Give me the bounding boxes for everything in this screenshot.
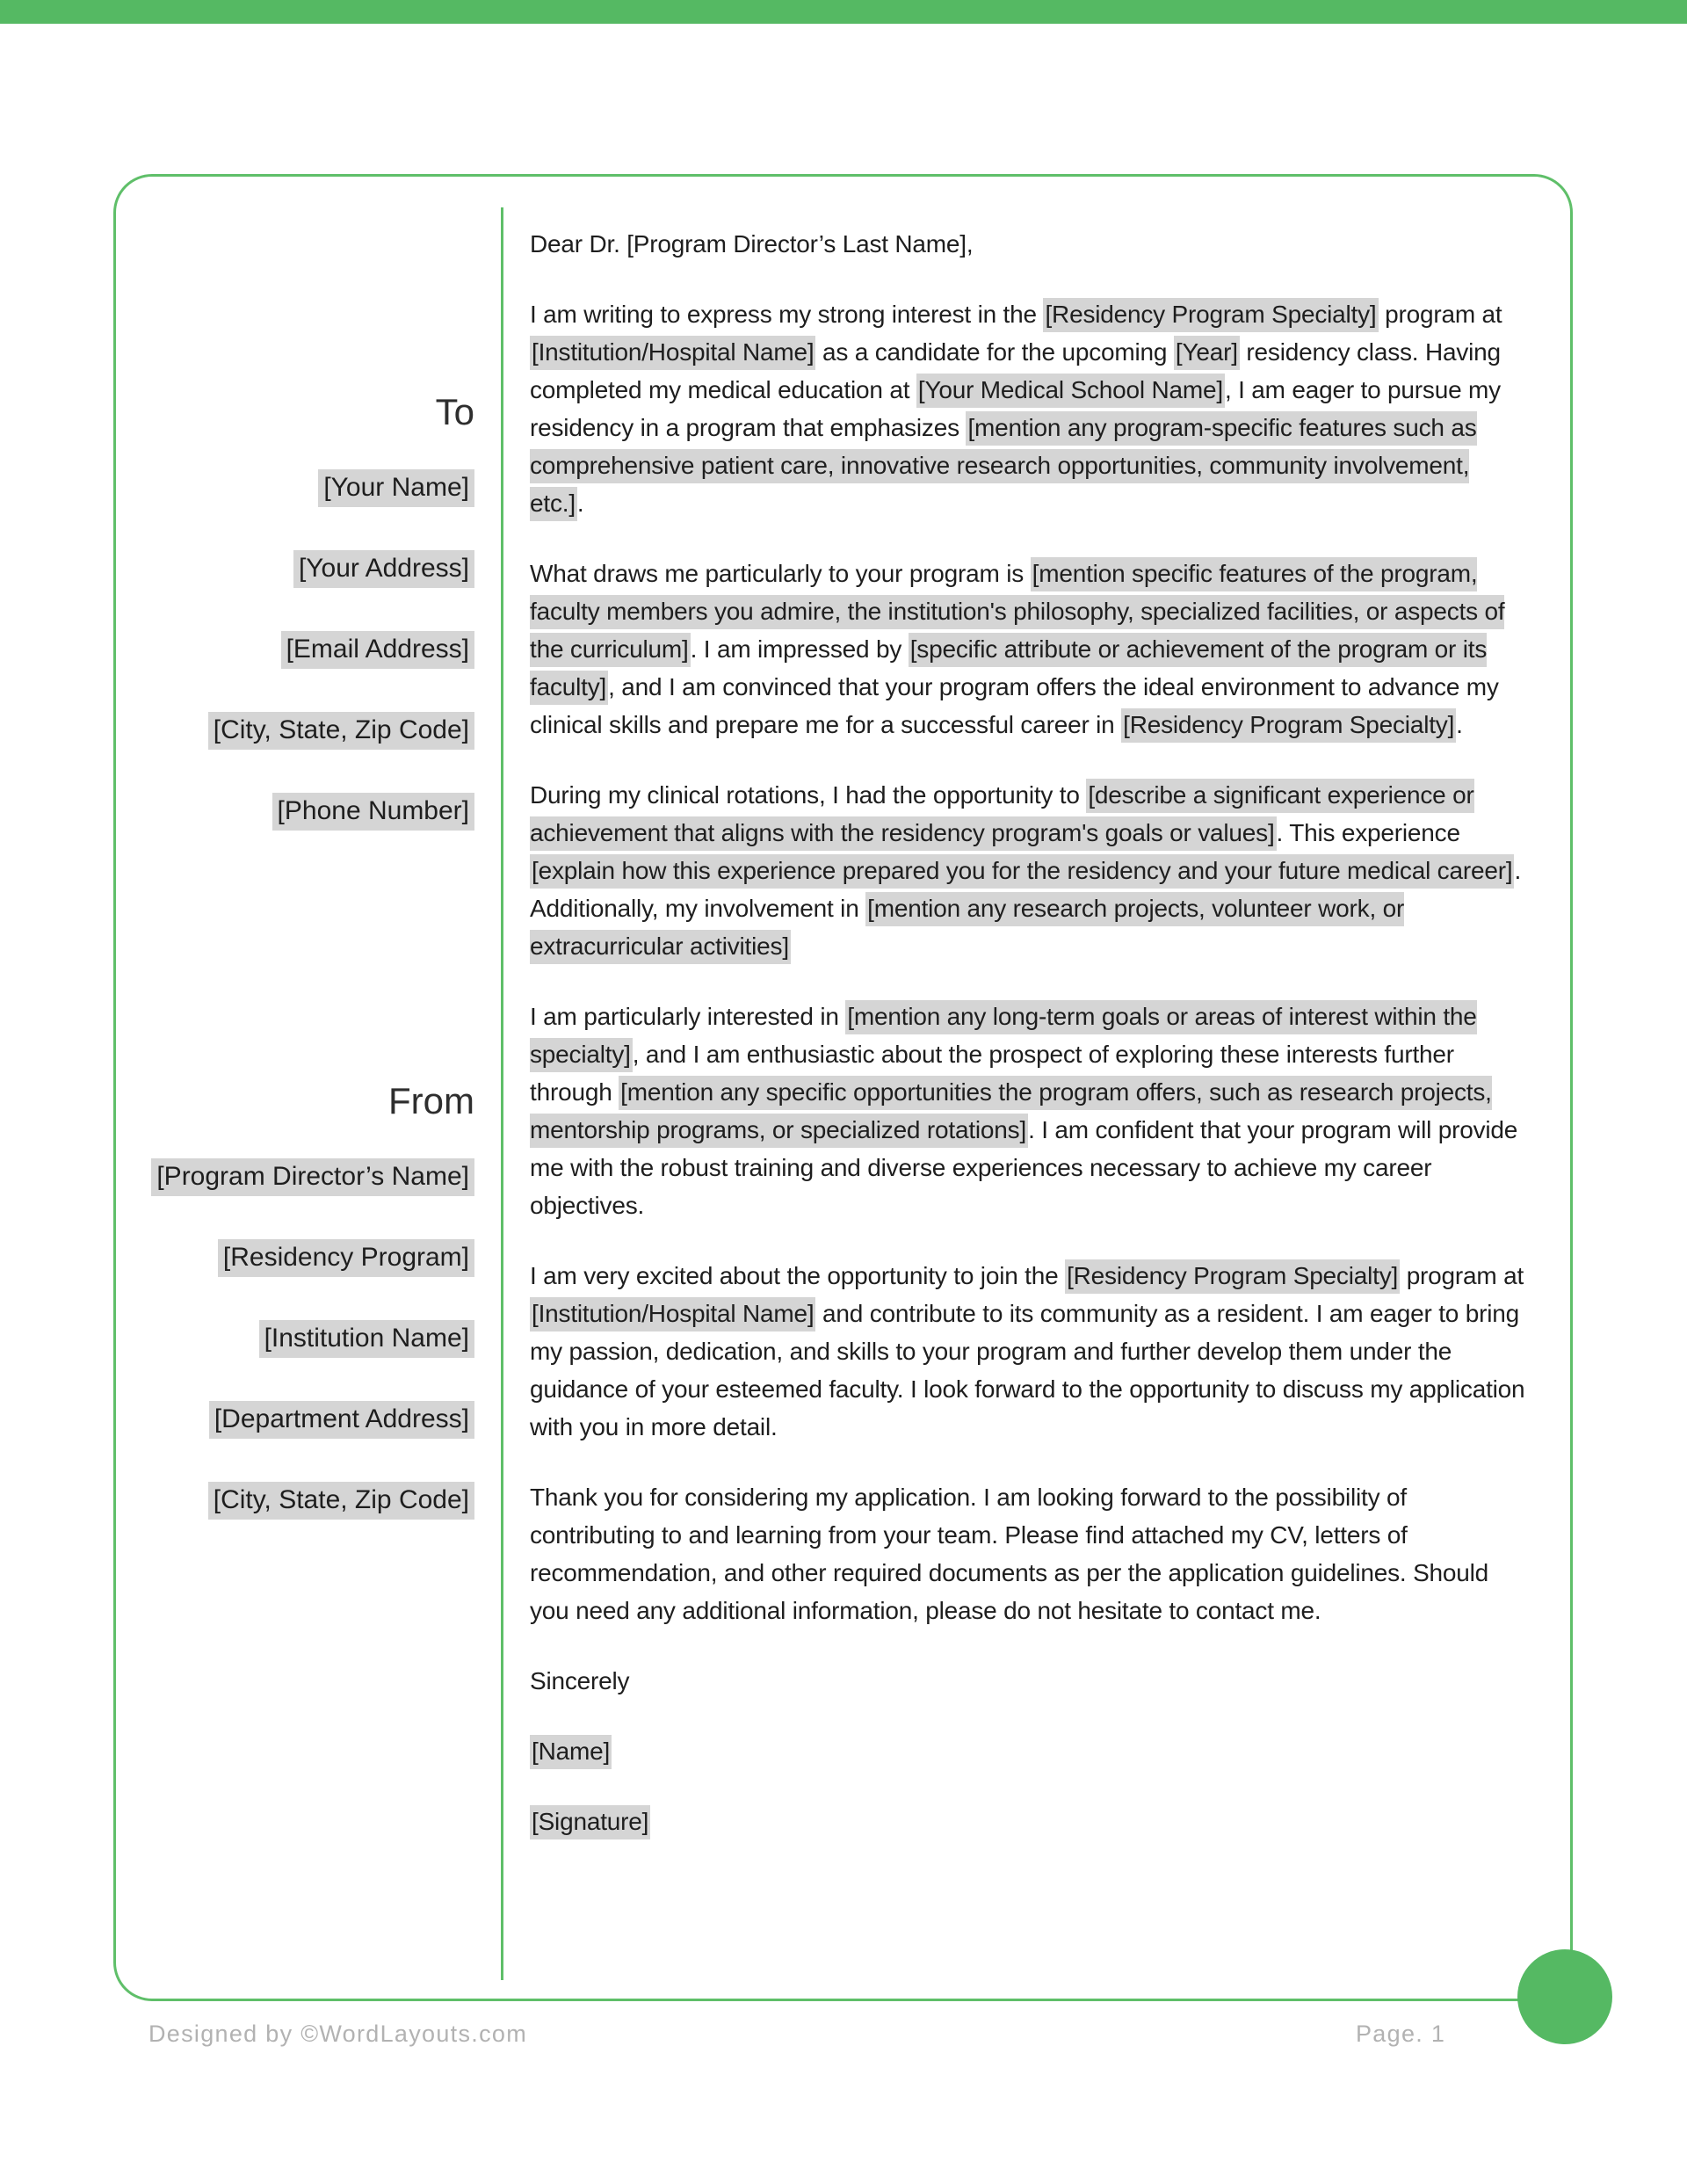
placeholder-field[interactable]: [Institution/Hospital Name] [530,336,815,370]
corner-circle-decoration [1517,1949,1612,2044]
letter-body [530,225,1528,1873]
address-line [115,712,474,750]
address-line [115,1401,474,1439]
text-run: program at [1378,301,1502,328]
address-line [115,1482,474,1520]
placeholder-field[interactable]: [mention any specific opportunities the program offers, such as research projects, mentorship programs, or specialized rotations] [530,1076,1492,1148]
placeholder-field[interactable]: [describe a significant experience or achievement that aligns with the residency program's goals or values] [530,779,1474,851]
text-run: Sincerely [530,1667,630,1694]
address-line [115,469,474,507]
placeholder-field[interactable]: [Residency Program Specialty] [1065,1259,1400,1294]
text-run: . I am confident that your program will provide me with the robust training and diverse experiences necessary to achieve my career objectives. [530,1116,1518,1219]
placeholder-field[interactable]: [explain how this experience prepared you for the residency and your future medical career] [530,854,1514,889]
placeholder-field[interactable]: [mention specific features of the program, faculty members you admire, the institution's philosophy, specialized facilities, or aspects of the curriculum] [530,557,1504,667]
footer-credit: Designed by ©WordLayouts.com [148,2021,527,2047]
from-address-list [115,1158,474,1520]
placeholder-field[interactable]: [Your Address] [293,550,474,588]
paragraph [530,1257,1528,1446]
paragraph [530,295,1528,522]
text-run: I am particularly interested in [530,1003,846,1030]
placeholder-field[interactable]: [specific attribute or achievement of the program or its faculty] [530,633,1487,705]
address-line [115,1158,474,1196]
placeholder-field[interactable]: [Name] [530,1735,612,1769]
placeholder-field[interactable]: [Signature] [530,1805,650,1839]
from-heading: From [388,1080,474,1121]
paragraph [530,1662,1528,1700]
text-run: . This experience [1276,819,1460,846]
text-run: program at [1400,1262,1524,1289]
placeholder-field[interactable]: [mention any long-term goals or areas of interest within the specialty] [530,1000,1477,1072]
text-run: What draws me particularly to your program is [530,560,1031,587]
paragraph [530,776,1528,965]
to-address-list [115,469,474,831]
text-run: , and I am enthusiastic about the prospect of exploring these interests further through [530,1041,1454,1106]
placeholder-field[interactable]: [Program Director’s Name] [151,1158,474,1196]
paragraph [530,1732,1528,1770]
placeholder-field[interactable]: [Year] [1174,336,1240,370]
paragraph [530,998,1528,1224]
address-line [115,793,474,831]
top-accent-bar [0,0,1687,24]
text-run: , I am eager to pursue my residency in a program that emphasizes [530,376,1501,441]
paragraph [530,555,1528,744]
placeholder-field[interactable]: [Department Address] [209,1401,474,1439]
from-section [115,1079,474,1563]
placeholder-field[interactable]: [Institution Name] [259,1320,474,1358]
address-line [115,550,474,588]
text-run: as a candidate for the upcoming [815,338,1174,366]
text-run: residency class. Having completed my medical education at [530,338,1501,403]
placeholder-field[interactable]: [Your Medical School Name] [916,374,1225,408]
text-run: . [576,490,584,517]
paragraph [530,1803,1528,1840]
text-run: Dear Dr. [Program Director’s Last Name], [530,230,974,258]
paragraph [530,225,1528,263]
text-run: Thank you for considering my application. I am looking forward to the possibility of contributing to and learning from your team. Please find attached my CV, letters of recommendation, and other required documents as per the application guidelines. Should you need any additional information, please do not hesitate to contact me. [530,1484,1489,1624]
text-run: and contribute to its community as a resident. I am eager to bring my passion, dedication, and skills to your program and further develop them under the guidance of your esteemed faculty. I look forward to the opportunity to discuss my application with you in more detail. [530,1300,1525,1440]
paragraph [530,1478,1528,1629]
page-number: Page. 1 [1356,2021,1446,2047]
text-run: During my clinical rotations, I had the opportunity to [530,781,1087,809]
to-section [115,390,474,874]
address-line [115,631,474,669]
placeholder-field[interactable]: [Residency Program Specialty] [1121,708,1456,743]
address-line [115,1239,474,1277]
text-run: . I am impressed by [690,635,909,663]
placeholder-field[interactable]: [Your Name] [318,469,474,507]
placeholder-field[interactable]: [mention any research projects, volunteer work, or extracurricular activities] [530,892,1404,964]
placeholder-field[interactable]: [Institution/Hospital Name] [530,1297,815,1331]
placeholder-field[interactable]: [Phone Number] [272,793,474,831]
text-run: . [1456,711,1463,738]
text-run: I am very excited about the opportunity to join the [530,1262,1066,1289]
text-run: . Additionally, my involvement in [530,857,1522,922]
to-heading: To [435,391,474,432]
placeholder-field[interactable]: [Email Address] [281,631,474,669]
text-run: I am writing to express my strong interest in the [530,301,1044,328]
text-run: , and I am convinced that your program offers the ideal environment to advance my clinical skills and prepare me for a successful career in [530,673,1499,738]
placeholder-field[interactable]: [Residency Program] [218,1239,474,1277]
placeholder-field[interactable]: [City, State, Zip Code] [208,1482,474,1520]
address-line [115,1320,474,1358]
placeholder-field[interactable]: [City, State, Zip Code] [208,712,474,750]
placeholder-field[interactable]: [mention any program-specific features such as comprehensive patient care, innovative research opportunities, community involvement, etc.] [530,411,1477,521]
sidebar-divider [501,207,503,1980]
placeholder-field[interactable]: [Residency Program Specialty] [1043,298,1378,332]
